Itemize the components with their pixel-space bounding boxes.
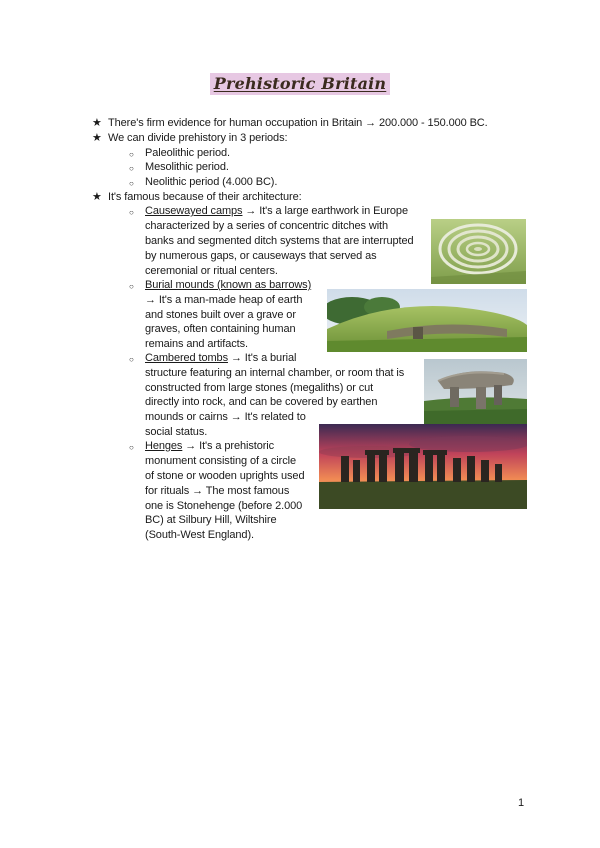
cambered-line: social status. [145, 426, 208, 438]
henges-line: of stone or wooden uprights used [145, 470, 305, 482]
stonehenge-image [319, 424, 527, 509]
bullet-architecture: It's famous because of their architecture: [108, 191, 302, 203]
circle-bullet-icon: ○ [129, 164, 134, 173]
circle-bullet-icon: ○ [129, 443, 134, 452]
henges-line: monument consisting of a circle [145, 455, 296, 467]
causewayed-term: Causewayed camps [145, 205, 243, 217]
bullet-periods: We can divide prehistory in 3 periods: [108, 132, 288, 144]
causewayed-line: banks and segmented ditch systems that are interrupted [145, 235, 414, 247]
causewayed-camp-image [431, 219, 526, 284]
circle-bullet-icon: ○ [129, 355, 134, 364]
causewayed-line: ceremonial or ritual centers. [145, 265, 278, 277]
circle-bullet-icon: ○ [129, 282, 134, 291]
causewayed-line: characterized by a series of concentric ditches with [145, 220, 389, 232]
bullet-occupation: There's firm evidence for human occupation in Britain → 200.000 - 150.000 BC. [108, 117, 488, 129]
burial-line: and stones built over a grave or [145, 309, 296, 321]
burial-line: remains and artifacts. [145, 338, 248, 350]
burial-line: graves, often containing human [145, 323, 296, 335]
causewayed-line-1: Causewayed camps → It's a large earthwork in Europe [145, 205, 408, 217]
period-item: Mesolithic period. [145, 161, 229, 173]
page-number: 1 [518, 797, 525, 809]
cambered-line-1: Cambered tombs → It's a burial [145, 352, 297, 364]
causewayed-line: by numerous gaps, or causeways that served as [145, 250, 377, 262]
henges-line: for rituals → The most famous [145, 485, 290, 497]
star-bullet-icon: ★ [92, 117, 102, 129]
cambered-line: directly into rock, and can be covered by earthen [145, 396, 378, 408]
henges-line-1: Henges → It's a prehistoric [145, 440, 275, 452]
period-item: Neolithic period (4.000 BC). [145, 176, 278, 188]
circle-bullet-icon: ○ [129, 179, 134, 188]
burial-mound-image [327, 289, 527, 352]
page-title: Prehistoric Britain [0, 73, 600, 95]
cambered-line: mounds or cairns → It's related to [145, 411, 306, 423]
burial-line: → It's a man-made heap of earth [145, 294, 303, 306]
star-bullet-icon: ★ [92, 132, 102, 144]
star-bullet-icon: ★ [92, 191, 102, 203]
henges-term: Henges [145, 440, 183, 452]
period-item: Paleolithic period. [145, 147, 230, 159]
henges-line: one is Stonehenge (before 2.000 [145, 500, 303, 512]
henges-line: (South-West England). [145, 529, 254, 541]
cambered-tomb-image [424, 359, 527, 425]
circle-bullet-icon: ○ [129, 208, 134, 217]
circle-bullet-icon: ○ [129, 150, 134, 159]
henges-line: BC) at Silbury Hill, Wiltshire [145, 514, 277, 526]
cambered-line: constructed from large stones (megaliths) or cut [145, 382, 374, 394]
cambered-line: structure featuring an internal chamber, or room that is [145, 367, 405, 379]
cambered-term: Cambered tombs [145, 352, 228, 364]
burial-term: Burial mounds (known as barrows) [145, 279, 312, 291]
